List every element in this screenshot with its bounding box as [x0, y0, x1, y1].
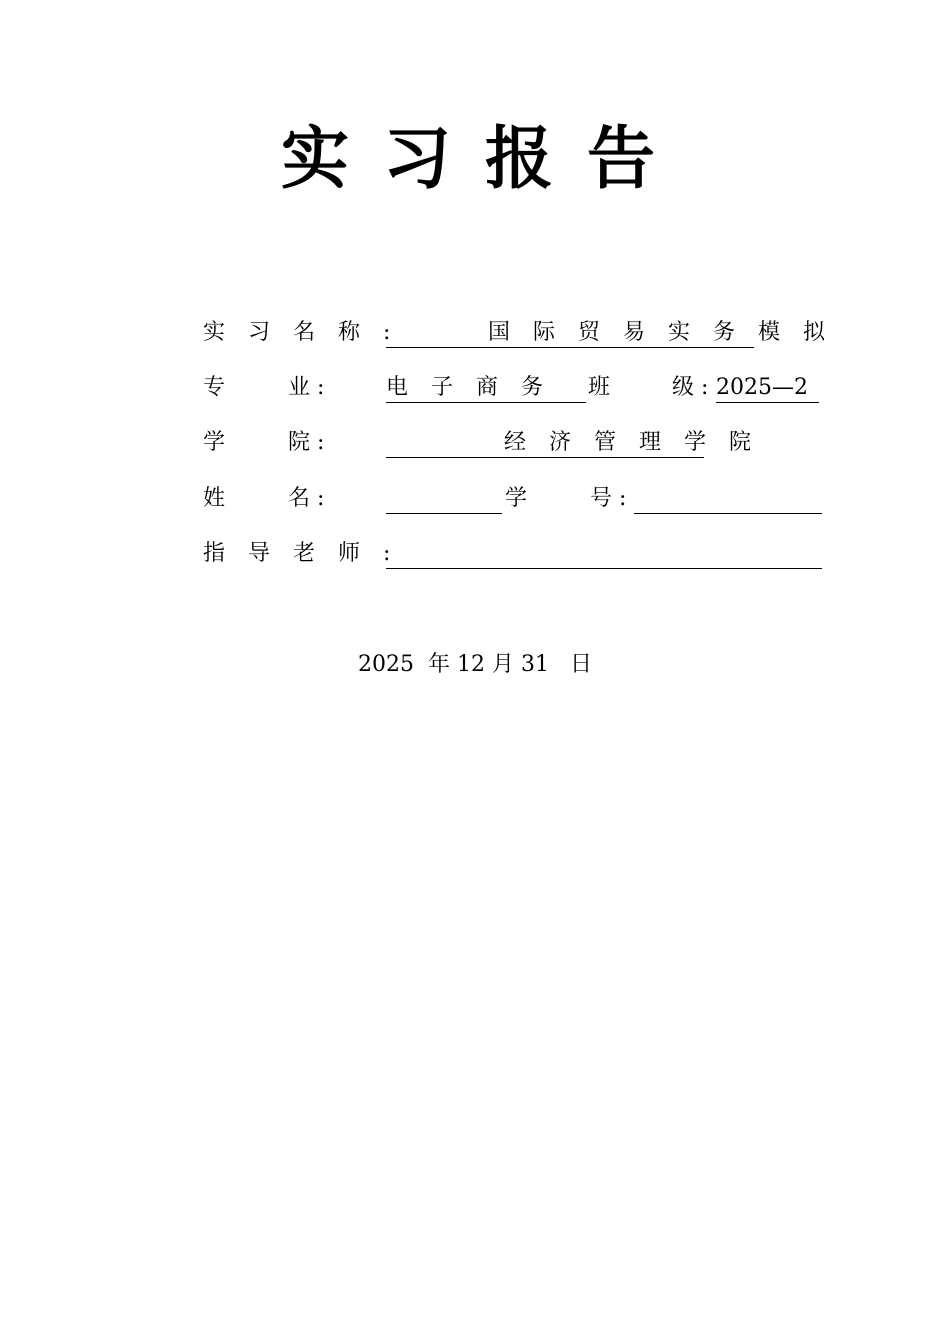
major-label-colon: 业 :	[288, 375, 325, 400]
major-row	[0, 373, 950, 403]
major-line	[386, 373, 586, 403]
college-label: 学	[203, 430, 226, 455]
internship-name-line	[386, 318, 833, 348]
name-label-colon: 名 :	[288, 486, 325, 511]
class-line	[716, 373, 819, 403]
class-label: 班	[588, 375, 611, 400]
college-label-colon: 院 :	[288, 430, 325, 455]
student-id-label: 学	[505, 486, 528, 511]
report-date: 2025 年 12 月 31 日	[358, 652, 592, 677]
report-title: 实习报告	[280, 120, 689, 199]
class-value: 2025—2	[716, 375, 808, 400]
internship-name-row	[0, 318, 950, 348]
advisor-label: 指 导 老 师 :	[203, 541, 399, 566]
class-label-colon: 级 :	[672, 375, 709, 400]
internship-name-label: 实 习 名 称 :	[203, 320, 399, 345]
college-line	[386, 428, 759, 458]
advisor-line	[386, 539, 822, 569]
student-id-label-colon: 号 :	[590, 486, 627, 511]
college-value: 经 济 管 理 学 院	[504, 430, 759, 455]
major-label: 专	[203, 375, 226, 400]
major-value: 电 子 商 务	[386, 375, 551, 400]
name-line	[386, 484, 502, 514]
student-id-line	[634, 484, 822, 514]
advisor-row	[0, 539, 950, 569]
college-row	[0, 428, 950, 458]
name-label: 姓	[203, 486, 226, 511]
name-row	[0, 484, 950, 514]
internship-name-value: 国 际 贸 易 实 务 模 拟	[488, 320, 833, 345]
